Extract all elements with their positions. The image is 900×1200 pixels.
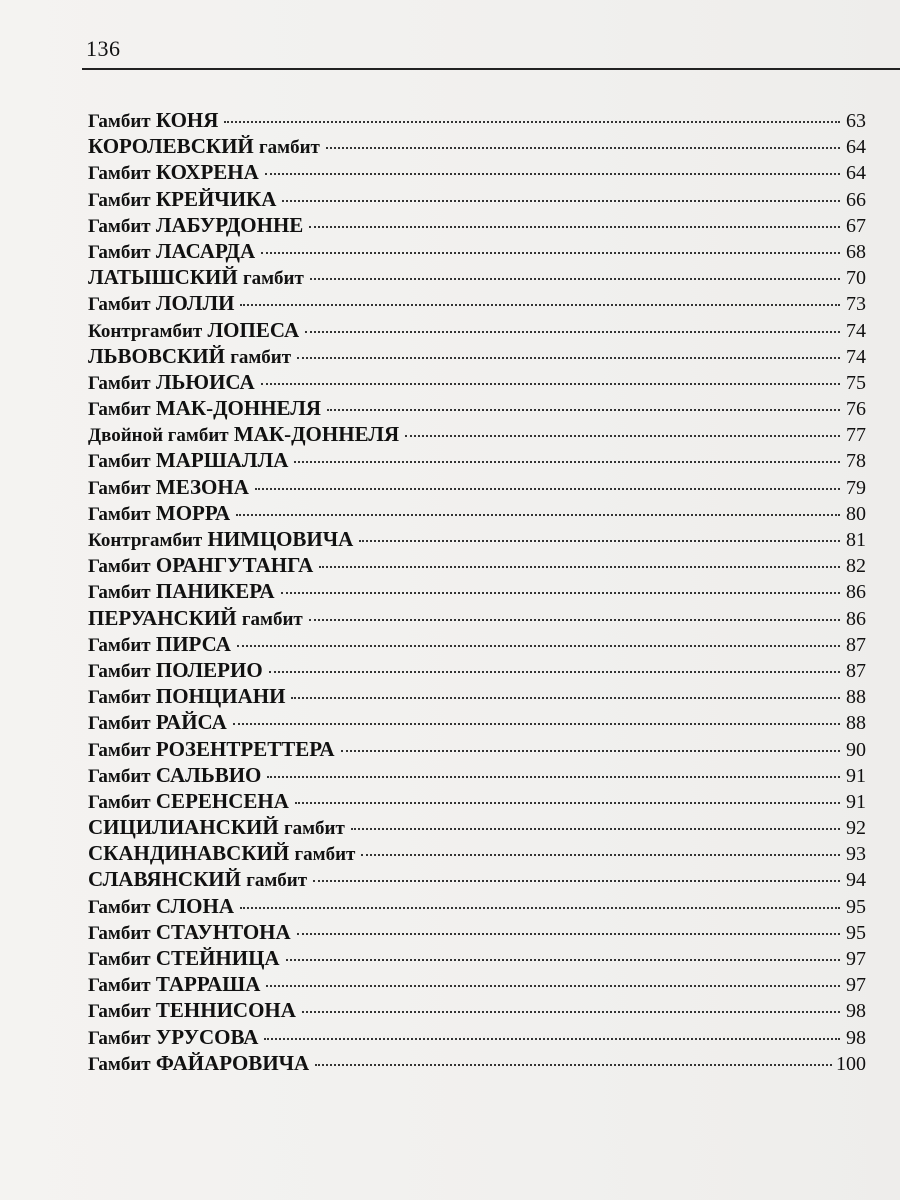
- toc-entry-page: 86: [846, 607, 866, 630]
- dot-leader: [267, 776, 840, 778]
- toc-entry-prefix: Гамбит: [88, 687, 151, 709]
- dot-leader: [282, 200, 840, 202]
- toc-entry-suffix: гамбит: [283, 818, 345, 840]
- toc-entry-prefix: Гамбит: [88, 451, 151, 473]
- toc-entry-title: [88, 344, 291, 369]
- toc-entry-name: МАК-ДОННЕЛЯ: [233, 422, 400, 447]
- dot-leader: [233, 723, 840, 725]
- dot-leader: [281, 592, 840, 594]
- toc-entry: [88, 422, 866, 448]
- toc-entry-prefix: Гамбит: [88, 660, 151, 682]
- toc-entry-name: РОЗЕНТРЕТТЕРА: [155, 736, 335, 761]
- toc-entry-page: 92: [846, 817, 866, 840]
- toc-entry-prefix: Гамбит: [88, 975, 151, 997]
- toc-entry: [88, 291, 866, 317]
- toc-entry-page: 95: [846, 895, 866, 918]
- toc-entry-page: 98: [846, 1026, 866, 1049]
- toc-entry-page: 88: [846, 712, 866, 735]
- toc-entry-suffix: гамбит: [259, 137, 320, 159]
- dot-leader: [261, 252, 840, 254]
- dot-leader: [295, 802, 840, 804]
- toc-entry-title: [88, 684, 285, 709]
- toc-entry-page: 64: [846, 162, 866, 185]
- toc-entry-prefix: Контргамбит: [88, 320, 203, 342]
- toc-entry-title: [88, 1051, 309, 1076]
- toc-entry-prefix: Гамбит: [88, 399, 151, 421]
- toc-entry-name: СЕРЕНСЕНА: [155, 788, 289, 813]
- toc-entry-page: 76: [846, 398, 866, 421]
- toc-entry-name: ПЕРУАНСКИЙ: [88, 605, 237, 630]
- toc-entry-title: [88, 422, 399, 447]
- dot-leader: [309, 619, 840, 621]
- toc-entry-name: КОРОЛЕВСКИЙ: [88, 134, 254, 159]
- dot-leader: [265, 173, 840, 175]
- toc-entry: [88, 972, 866, 998]
- dot-leader: [266, 985, 840, 987]
- toc-entry: [88, 1051, 866, 1077]
- toc-entry-page: 91: [846, 764, 866, 787]
- dot-leader: [286, 959, 840, 961]
- toc-entry: [88, 239, 866, 265]
- toc-entry-page: 73: [846, 293, 866, 316]
- toc-entry-prefix: Контргамбит: [88, 530, 203, 551]
- toc-entry-prefix: Гамбит: [88, 241, 151, 263]
- toc-entry-title: [88, 606, 303, 631]
- toc-entry-prefix: Гамбит: [88, 582, 151, 604]
- toc-entry-page: 63: [846, 110, 866, 132]
- dot-leader: [313, 880, 840, 882]
- toc-entry-name: УРУСОВА: [155, 1024, 259, 1049]
- toc-entry-prefix: Гамбит: [88, 634, 151, 656]
- dot-leader: [237, 645, 840, 647]
- toc-entry-title: [88, 737, 335, 762]
- toc-entry-name: МАРШАЛЛА: [155, 448, 289, 473]
- toc-entry: [88, 396, 866, 422]
- toc-entry-title: [88, 658, 263, 683]
- toc-entry-name: ПИРСА: [155, 631, 231, 656]
- toc-entry-page: 70: [846, 267, 866, 290]
- toc-entry-title: [88, 265, 304, 290]
- toc-entry-name: СКАНДИНАВСКИЙ: [88, 841, 290, 866]
- toc-entry: [88, 370, 866, 396]
- toc-entry-title: [88, 291, 234, 316]
- dot-leader: [297, 357, 840, 359]
- toc-entry-name: КРЕЙЧИКА: [155, 186, 277, 211]
- toc-entry-title: [88, 108, 218, 133]
- toc-entry: [88, 710, 866, 736]
- toc-entry: [88, 998, 866, 1024]
- toc-entry-name: РАЙСА: [155, 710, 227, 735]
- dot-leader: [310, 278, 840, 280]
- toc-entry: [88, 108, 866, 134]
- toc-entry-page: 77: [846, 424, 866, 447]
- toc-entry-page: 87: [846, 633, 866, 656]
- dot-leader: [326, 147, 840, 149]
- toc-entry-page: 88: [846, 686, 866, 709]
- toc-entry-title: [88, 867, 307, 892]
- toc-entry-page: 74: [846, 345, 866, 368]
- dot-leader: [264, 1038, 840, 1040]
- toc-entry-page: 66: [846, 188, 866, 211]
- toc-entry-name: ПОЛЕРИО: [155, 657, 263, 682]
- toc-entry: [88, 318, 866, 344]
- dot-leader: [269, 671, 840, 673]
- toc-entry-prefix: Гамбит: [88, 189, 151, 211]
- toc-entry-page: 91: [846, 790, 866, 813]
- toc-entry-name: ТЕННИСОНА: [155, 998, 296, 1023]
- toc-entry-prefix: Гамбит: [88, 922, 151, 944]
- dot-leader: [305, 331, 840, 333]
- table-of-contents: [88, 108, 866, 1077]
- toc-entry-title: [88, 763, 261, 788]
- dot-leader: [297, 933, 840, 935]
- dot-leader: [327, 409, 840, 411]
- toc-entry: [88, 160, 866, 186]
- toc-entry-title: [88, 213, 303, 238]
- toc-entry-name: ЛОПЕСА: [207, 317, 300, 342]
- toc-entry-name: СЛАВЯНСКИЙ: [88, 867, 241, 892]
- toc-entry: [88, 946, 866, 972]
- dot-leader: [315, 1064, 832, 1066]
- toc-entry-title: [88, 579, 275, 604]
- toc-entry-name: СТАУНТОНА: [155, 919, 291, 944]
- dot-leader: [261, 383, 840, 385]
- toc-entry-title: [88, 710, 227, 735]
- toc-entry-name: ЛАБУРДОННЕ: [155, 212, 304, 237]
- dot-leader: [240, 304, 840, 306]
- dot-leader: [341, 750, 840, 752]
- dot-leader: [291, 697, 840, 699]
- toc-entry-prefix: Гамбит: [88, 949, 151, 970]
- toc-entry: [88, 841, 866, 867]
- toc-entry-name: ПАНИКЕРА: [155, 579, 275, 604]
- toc-entry-page: 97: [846, 948, 866, 970]
- toc-entry-page: 75: [846, 371, 866, 394]
- toc-entry-page: 67: [846, 214, 866, 237]
- toc-entry-suffix: гамбит: [246, 870, 308, 892]
- toc-entry-prefix: Гамбит: [88, 372, 151, 394]
- toc-entry: [88, 658, 866, 684]
- toc-entry: [88, 815, 866, 841]
- toc-entry-page: 82: [846, 555, 866, 578]
- toc-entry: [88, 344, 866, 370]
- toc-entry-page: 79: [846, 476, 866, 499]
- toc-entry-page: 90: [846, 738, 866, 761]
- toc-entry-title: [88, 841, 355, 866]
- toc-entry-suffix: гамбит: [294, 844, 356, 866]
- toc-entry-name: КОНЯ: [155, 108, 219, 132]
- toc-entry-title: [88, 396, 321, 421]
- toc-entry-page: 81: [846, 529, 866, 551]
- toc-entry-title: [88, 187, 276, 212]
- toc-entry-name: ОРАНГУТАНГА: [155, 553, 314, 578]
- toc-entry-prefix: Гамбит: [88, 713, 151, 735]
- dot-leader: [236, 514, 840, 516]
- toc-entry-page: 64: [846, 136, 866, 159]
- toc-entry-title: [88, 894, 234, 919]
- toc-entry-name: СИЦИЛИАНСКИЙ: [88, 815, 279, 840]
- toc-entry-prefix: Гамбит: [88, 791, 151, 813]
- toc-entry-title: [88, 998, 296, 1023]
- toc-entry-prefix: Гамбит: [88, 503, 151, 525]
- toc-entry: [88, 527, 866, 553]
- dot-leader: [405, 435, 840, 437]
- toc-entry-page: 100: [836, 1052, 866, 1075]
- toc-entry-name: МЕЗОНА: [155, 474, 249, 499]
- toc-entry-page: 86: [846, 581, 866, 604]
- toc-entry-title: [88, 789, 289, 814]
- toc-entry-page: 98: [846, 1000, 866, 1023]
- toc-entry-prefix: Гамбит: [88, 163, 151, 185]
- toc-entry-name: МАК-ДОННЕЛЯ: [155, 396, 322, 421]
- toc-entry-title: [88, 632, 231, 657]
- toc-entry-name: САЛЬВИО: [155, 762, 262, 787]
- toc-entry-suffix: гамбит: [242, 268, 304, 290]
- toc-entry-name: СТЕЙНИЦА: [155, 946, 280, 970]
- toc-entry-prefix: Гамбит: [88, 765, 151, 787]
- toc-entry-name: КОХРЕНА: [155, 160, 259, 185]
- page-number: 136: [86, 36, 121, 61]
- toc-entry-title: [88, 501, 230, 526]
- toc-entry-suffix: гамбит: [241, 608, 303, 630]
- toc-entry-prefix: Гамбит: [88, 1027, 151, 1049]
- toc-entry: [88, 737, 866, 763]
- toc-entry-title: [88, 448, 288, 473]
- toc-entry-name: ЛОЛЛИ: [155, 291, 235, 316]
- dot-leader: [309, 226, 840, 228]
- toc-entry-prefix: Гамбит: [88, 111, 151, 132]
- toc-entry-page: 68: [846, 240, 866, 263]
- toc-entry-name: ПОНЦИАНИ: [155, 684, 286, 709]
- toc-entry: [88, 553, 866, 579]
- toc-entry-page: 74: [846, 319, 866, 342]
- toc-entry: [88, 1025, 866, 1051]
- dot-leader: [351, 828, 840, 830]
- toc-entry-prefix: Гамбит: [88, 556, 151, 578]
- toc-entry-page: 93: [846, 843, 866, 866]
- toc-entry-page: 87: [846, 659, 866, 682]
- dot-leader: [359, 540, 840, 542]
- toc-entry-name: МОРРА: [155, 500, 231, 525]
- toc-entry-page: 97: [846, 974, 866, 997]
- toc-entry-title: [88, 815, 345, 840]
- toc-entry-name: ЛАТЫШСКИЙ: [88, 265, 238, 290]
- toc-entry-name: ТАРРАША: [155, 972, 261, 997]
- toc-entry: [88, 606, 866, 632]
- toc-entry: [88, 894, 866, 920]
- toc-entry: [88, 213, 866, 239]
- toc-entry-title: [88, 972, 260, 997]
- dot-leader: [255, 488, 840, 490]
- toc-entry-prefix: Гамбит: [88, 294, 151, 316]
- toc-entry: [88, 867, 866, 893]
- toc-entry: [88, 920, 866, 946]
- dot-leader: [294, 461, 840, 463]
- toc-entry-name: ЛАСАРДА: [155, 238, 256, 263]
- toc-entry-title: [88, 475, 249, 500]
- toc-entry-title: [88, 134, 320, 159]
- toc-entry-name: ЛЬЮИСА: [155, 369, 255, 394]
- toc-entry-prefix: Гамбит: [88, 215, 151, 237]
- toc-entry-name: ЛЬВОВСКИЙ: [88, 343, 225, 368]
- toc-entry: [88, 448, 866, 474]
- header-rule: [82, 68, 900, 70]
- toc-entry-title: [88, 527, 353, 552]
- toc-entry-suffix: гамбит: [230, 346, 292, 368]
- toc-entry-page: 80: [846, 502, 866, 525]
- toc-entry: [88, 475, 866, 501]
- toc-entry: [88, 501, 866, 527]
- toc-entry: [88, 632, 866, 658]
- toc-entry-title: [88, 553, 313, 578]
- toc-entry: [88, 763, 866, 789]
- dot-leader: [302, 1011, 840, 1013]
- toc-entry: [88, 579, 866, 605]
- toc-entry-name: СЛОНА: [155, 893, 235, 918]
- dot-leader: [319, 566, 840, 568]
- toc-entry: [88, 265, 866, 291]
- toc-entry-title: [88, 239, 255, 264]
- toc-entry-page: 78: [846, 450, 866, 473]
- toc-entry-name: ФАЙАРОВИЧА: [155, 1050, 310, 1075]
- toc-entry-title: [88, 920, 291, 945]
- toc-entry-title: [88, 370, 255, 395]
- toc-entry-prefix: Гамбит: [88, 896, 151, 918]
- toc-entry: [88, 684, 866, 710]
- dot-leader: [224, 121, 840, 123]
- toc-entry-page: 95: [846, 921, 866, 944]
- toc-entry-prefix: Гамбит: [88, 739, 151, 761]
- toc-entry-prefix: Гамбит: [88, 1001, 151, 1023]
- toc-entry: [88, 789, 866, 815]
- toc-entry: [88, 187, 866, 213]
- toc-entry-prefix: Гамбит: [88, 477, 151, 499]
- toc-entry-name: НИМЦОВИЧА: [207, 527, 354, 551]
- toc-entry-prefix: Двойной гамбит: [88, 425, 229, 447]
- toc-entry-title: [88, 160, 259, 185]
- toc-entry-prefix: Гамбит: [88, 1053, 151, 1075]
- toc-entry-title: [88, 946, 280, 971]
- dot-leader: [361, 854, 840, 856]
- toc-entry: [88, 134, 866, 160]
- toc-entry-page: 94: [846, 869, 866, 892]
- toc-entry-title: [88, 1025, 258, 1050]
- dot-leader: [240, 907, 840, 909]
- toc-entry-title: [88, 318, 299, 343]
